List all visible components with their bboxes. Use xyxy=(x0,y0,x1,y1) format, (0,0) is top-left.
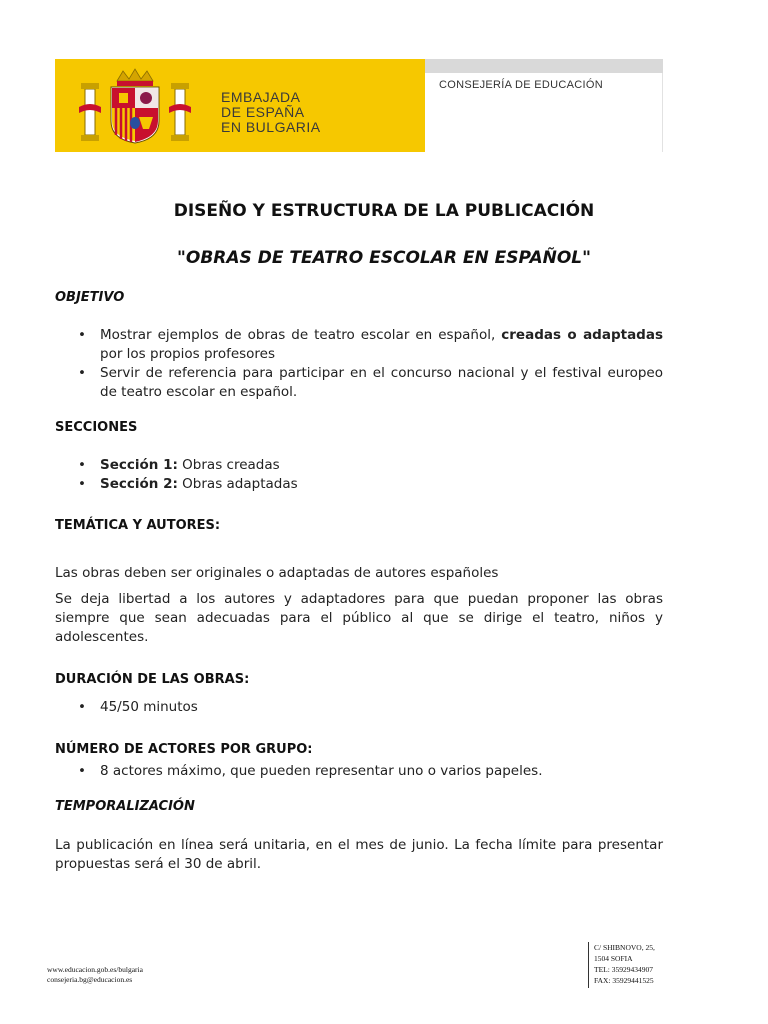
objetivo-list xyxy=(78,326,663,402)
document-subtitle: "OBRAS DE TEATRO ESCOLAR EN ESPAÑOL" xyxy=(177,248,591,268)
temporalizacion-paragraph: La publicación en línea será unitaria, en el mes de junio. La fecha límite para presentar propuestas será el 30 de abril. xyxy=(55,837,663,872)
department-name: CONSEJERÍA DE EDUCACIÓN xyxy=(439,79,603,91)
list-item xyxy=(78,456,663,475)
list-item-text: Mostrar ejemplos de obras de teatro escolar en español, xyxy=(100,327,502,343)
embassy-line: EN BULGARIA xyxy=(221,119,321,135)
footer-tel: TEL: 35929434907 xyxy=(594,965,653,974)
footer-website: www.educacion.gob.es/bulgaria xyxy=(47,965,143,974)
duracion-list xyxy=(78,698,663,717)
section-heading-actores: NÚMERO DE ACTORES POR GRUPO: xyxy=(55,742,313,757)
list-item-bold: Sección 2: xyxy=(100,476,178,492)
secciones-list xyxy=(78,456,663,494)
embassy-name xyxy=(221,90,321,135)
section-heading-objetivo: OBJETIVO xyxy=(55,290,125,305)
list-item-bold: creadas o adaptadas xyxy=(501,327,663,343)
embassy-line: DE ESPAÑA xyxy=(221,104,305,120)
footer-address-line: 1504 SOFIA xyxy=(594,954,633,963)
letterhead-grey-bar xyxy=(425,59,663,73)
footer-fax: FAX: 35929441525 xyxy=(594,976,654,985)
list-item-text: por los propios profesores xyxy=(100,346,276,362)
list-item-text: Obras adaptadas xyxy=(177,476,298,492)
list-item: • 8 actores máximo, que pueden representar uno o varios papeles. xyxy=(78,762,663,781)
tematica-paragraph-2: Se deja libertad a los autores y adaptadores para que puedan proponer las obras siempre que sean adecuadas para el público al que se dirige el teatro, niños y adolescentes. xyxy=(55,591,663,645)
document-title: DISEÑO Y ESTRUCTURA DE LA PUBLICACIÓN xyxy=(173,201,595,221)
footer-email: consejeria.bg@educacion.es xyxy=(47,975,133,984)
list-item: • 45/50 minutos xyxy=(78,698,663,717)
section-heading-temporalizacion: TEMPORALIZACIÓN xyxy=(55,799,195,814)
footer-contact xyxy=(47,965,143,985)
section-heading-tematica: TEMÁTICA Y AUTORES: xyxy=(55,518,221,533)
list-item xyxy=(78,364,663,402)
actores-list xyxy=(78,762,663,781)
footer-divider xyxy=(588,942,589,988)
list-item xyxy=(78,326,663,364)
footer-address xyxy=(594,942,655,986)
letterhead xyxy=(55,59,663,152)
embassy-line: EMBAJADA xyxy=(221,89,301,105)
spanish-coat-of-arms-icon xyxy=(75,67,195,145)
list-item-text: Obras creadas xyxy=(177,457,280,473)
tematica-paragraph-1: Las obras deben ser originales o adaptadas de autores españoles xyxy=(55,565,499,581)
section-heading-secciones: SECCIONES xyxy=(55,420,138,435)
section-heading-duracion: DURACIÓN DE LAS OBRAS: xyxy=(55,672,250,687)
list-item-bold: Sección 1: xyxy=(100,457,178,473)
list-item-text: Servir de referencia para participar en el concurso nacional y el festival europeo de teatro escolar en español. xyxy=(100,365,663,400)
list-item xyxy=(78,475,663,494)
footer-address-line: C/ SHIBNOVO, 25, xyxy=(594,943,655,952)
